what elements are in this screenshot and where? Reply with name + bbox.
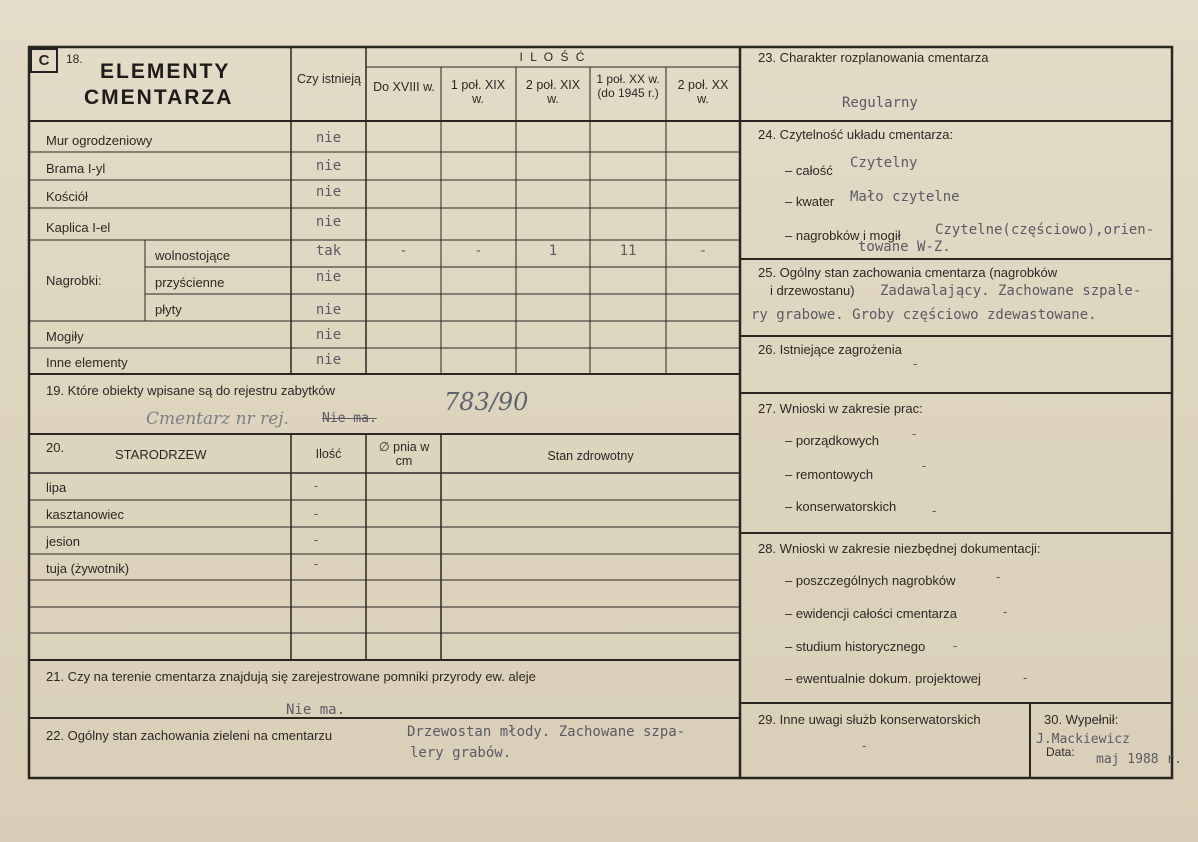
q27-answer-1: - [922, 458, 927, 473]
tree-qty-1: - [314, 506, 319, 521]
row-label-gate: Brama I-yl [46, 161, 106, 176]
q22-answer-line-2: lery grabów. [410, 745, 512, 761]
row-label-other: Inne elementy [46, 355, 128, 370]
q22-answer-line-1: Drzewostan młody. Zachowane szpa- [407, 724, 686, 740]
title-line-1: ELEMENTY [100, 60, 231, 83]
q20-col-qty: Ilość [315, 447, 342, 461]
row-label-graves: Mogiły [46, 329, 84, 344]
count-freestanding-2: 1 [548, 243, 558, 259]
count-freestanding-1: - [474, 243, 483, 259]
period-col-3: 1 poł. XX w. (do 1945 r.) [596, 72, 660, 100]
q28-item-3: – ewentualnie dokum. projektowej [785, 671, 981, 686]
tree-qty-0: - [314, 478, 319, 493]
q19-register-number: 783/90 [444, 388, 529, 416]
q24-tombs-answer-2: towane W-Z. [858, 239, 951, 255]
tree-name-1: kasztanowiec [46, 507, 125, 522]
q22-question: 22. Ogólny stan zachowania zieleni na cmentarzu [46, 728, 333, 743]
form-code-box: C [30, 48, 58, 73]
tree-name-2: jesion [46, 534, 80, 549]
count-freestanding-4: - [698, 243, 708, 259]
tree-name-0: lipa [46, 480, 67, 495]
q30-date-label: Data: [1046, 745, 1075, 759]
q24-tombs-label: – nagrobków i mogił [785, 228, 901, 243]
row-exists-church: nie [315, 184, 342, 200]
q24-whole-answer: Czytelny [850, 155, 918, 171]
q20-number: 20. [46, 440, 65, 455]
tree-name-3: tuja (żywotnik) [46, 561, 130, 576]
row-label-slabs: płyty [155, 302, 182, 317]
row-label-wall: Mur ogrodzeniowy [46, 133, 153, 148]
q27-item-2: – konserwatorskich [785, 499, 897, 514]
q20-col-diameter: ∅ pnia w cm [378, 440, 430, 468]
q28-answer-2: - [953, 638, 958, 653]
row-exists-freestanding: tak [315, 243, 342, 259]
col-header-exists: Czy istnieją [297, 72, 361, 86]
row-exists-gate: nie [315, 158, 342, 174]
q26-question: 26. Istniejące zagrożenia [758, 342, 902, 357]
row-label-church: Kościół [46, 189, 88, 204]
row-label-freestanding: wolnostojące [155, 248, 231, 263]
q25-answer-2: ry grabowe. Groby częściowo zdewastowane. [751, 307, 1097, 323]
row-exists-other: nie [315, 352, 342, 368]
nagrobki-label: Nagrobki: [46, 273, 102, 288]
q27-answer-2: - [932, 503, 937, 518]
q30-date: maj 1988 r. [1096, 752, 1183, 767]
q20-col-state: Stan zdrowotny [547, 449, 634, 463]
period-col-0: Do XVIII w. [373, 80, 435, 94]
section-18-number: 18. [66, 52, 83, 66]
q28-answer-0: - [996, 569, 1001, 584]
period-col-2: 2 poł. XIX w. [525, 78, 581, 106]
q25-question-1: 25. Ogólny stan zachowania cmentarza (nagrobków [758, 265, 1058, 280]
q28-question: 28. Wnioski w zakresie niezbędnej dokumentacji: [758, 541, 1041, 556]
q24-quarters-answer: Mało czytelne [850, 189, 960, 205]
row-exists-wall: nie [315, 130, 342, 146]
q29-answer: - [862, 738, 867, 753]
q19-question: 19. Które obiekty wpisane są do rejestru zabytków [46, 383, 336, 398]
q19-typed-answer: Nie ma. [322, 411, 377, 426]
q24-whole-label: – całość [785, 163, 833, 178]
row-label-chapel: Kaplica I-el [46, 220, 111, 235]
count-freestanding-3: 11 [619, 243, 637, 259]
q28-item-2: – studium historycznego [785, 639, 926, 654]
title-line-2: CMENTARZA [84, 86, 234, 109]
q30-name: J.Mackiewicz [1036, 732, 1130, 747]
row-label-wall-mounted: przyścienne [155, 275, 225, 290]
q29-question: 29. Inne uwagi służb konserwatorskich [758, 712, 981, 727]
q21-answer: Nie ma. [286, 702, 346, 718]
q28-answer-1: - [1003, 604, 1008, 619]
ilosc-header: I L O Ś Ć [519, 50, 587, 64]
tree-qty-2: - [314, 532, 319, 547]
q23-answer: Regularny [842, 95, 918, 111]
q27-item-0: – porządkowych [785, 433, 879, 448]
row-exists-wall-mounted: nie [315, 269, 342, 285]
q26-answer: - [913, 356, 918, 371]
q24-question: 24. Czytelność układu cmentarza: [758, 127, 954, 142]
tree-qty-3: - [314, 556, 319, 571]
q21-question: 21. Czy na terenie cmentarza znajdują się zarejestrowane pomniki przyrody ew. aleje [46, 669, 536, 684]
q23-question: 23. Charakter rozplanowania cmentarza [758, 50, 989, 65]
q28-item-0: – poszczególnych nagrobków [785, 573, 956, 588]
q30-question: 30. Wypełnił: [1044, 712, 1119, 727]
q27-question: 27. Wnioski w zakresie prac: [758, 401, 923, 416]
q25-answer-1: Zadawalający. Zachowane szpale- [880, 283, 1142, 299]
row-exists-graves: nie [315, 327, 342, 343]
q25-question-2: i drzewostanu) [770, 283, 855, 298]
q28-answer-3: - [1023, 670, 1028, 685]
q24-quarters-label: – kwater [785, 194, 835, 209]
row-exists-slabs: nie [315, 302, 342, 318]
q27-item-1: – remontowych [785, 467, 874, 482]
q19-hand-note: Cmentarz nr rej. [146, 409, 289, 429]
q24-tombs-answer-1: Czytelne(częściowo),orien- [935, 222, 1155, 238]
period-col-4: 2 poł. XX w. [677, 78, 729, 106]
q20-title: STARODRZEW [115, 447, 207, 462]
period-col-1: 1 poł. XIX w. [450, 78, 506, 106]
count-freestanding-0: - [399, 243, 408, 259]
q27-answer-0: - [912, 426, 917, 441]
q28-item-1: – ewidencji całości cmentarza [785, 606, 957, 621]
row-exists-chapel: nie [315, 214, 342, 230]
